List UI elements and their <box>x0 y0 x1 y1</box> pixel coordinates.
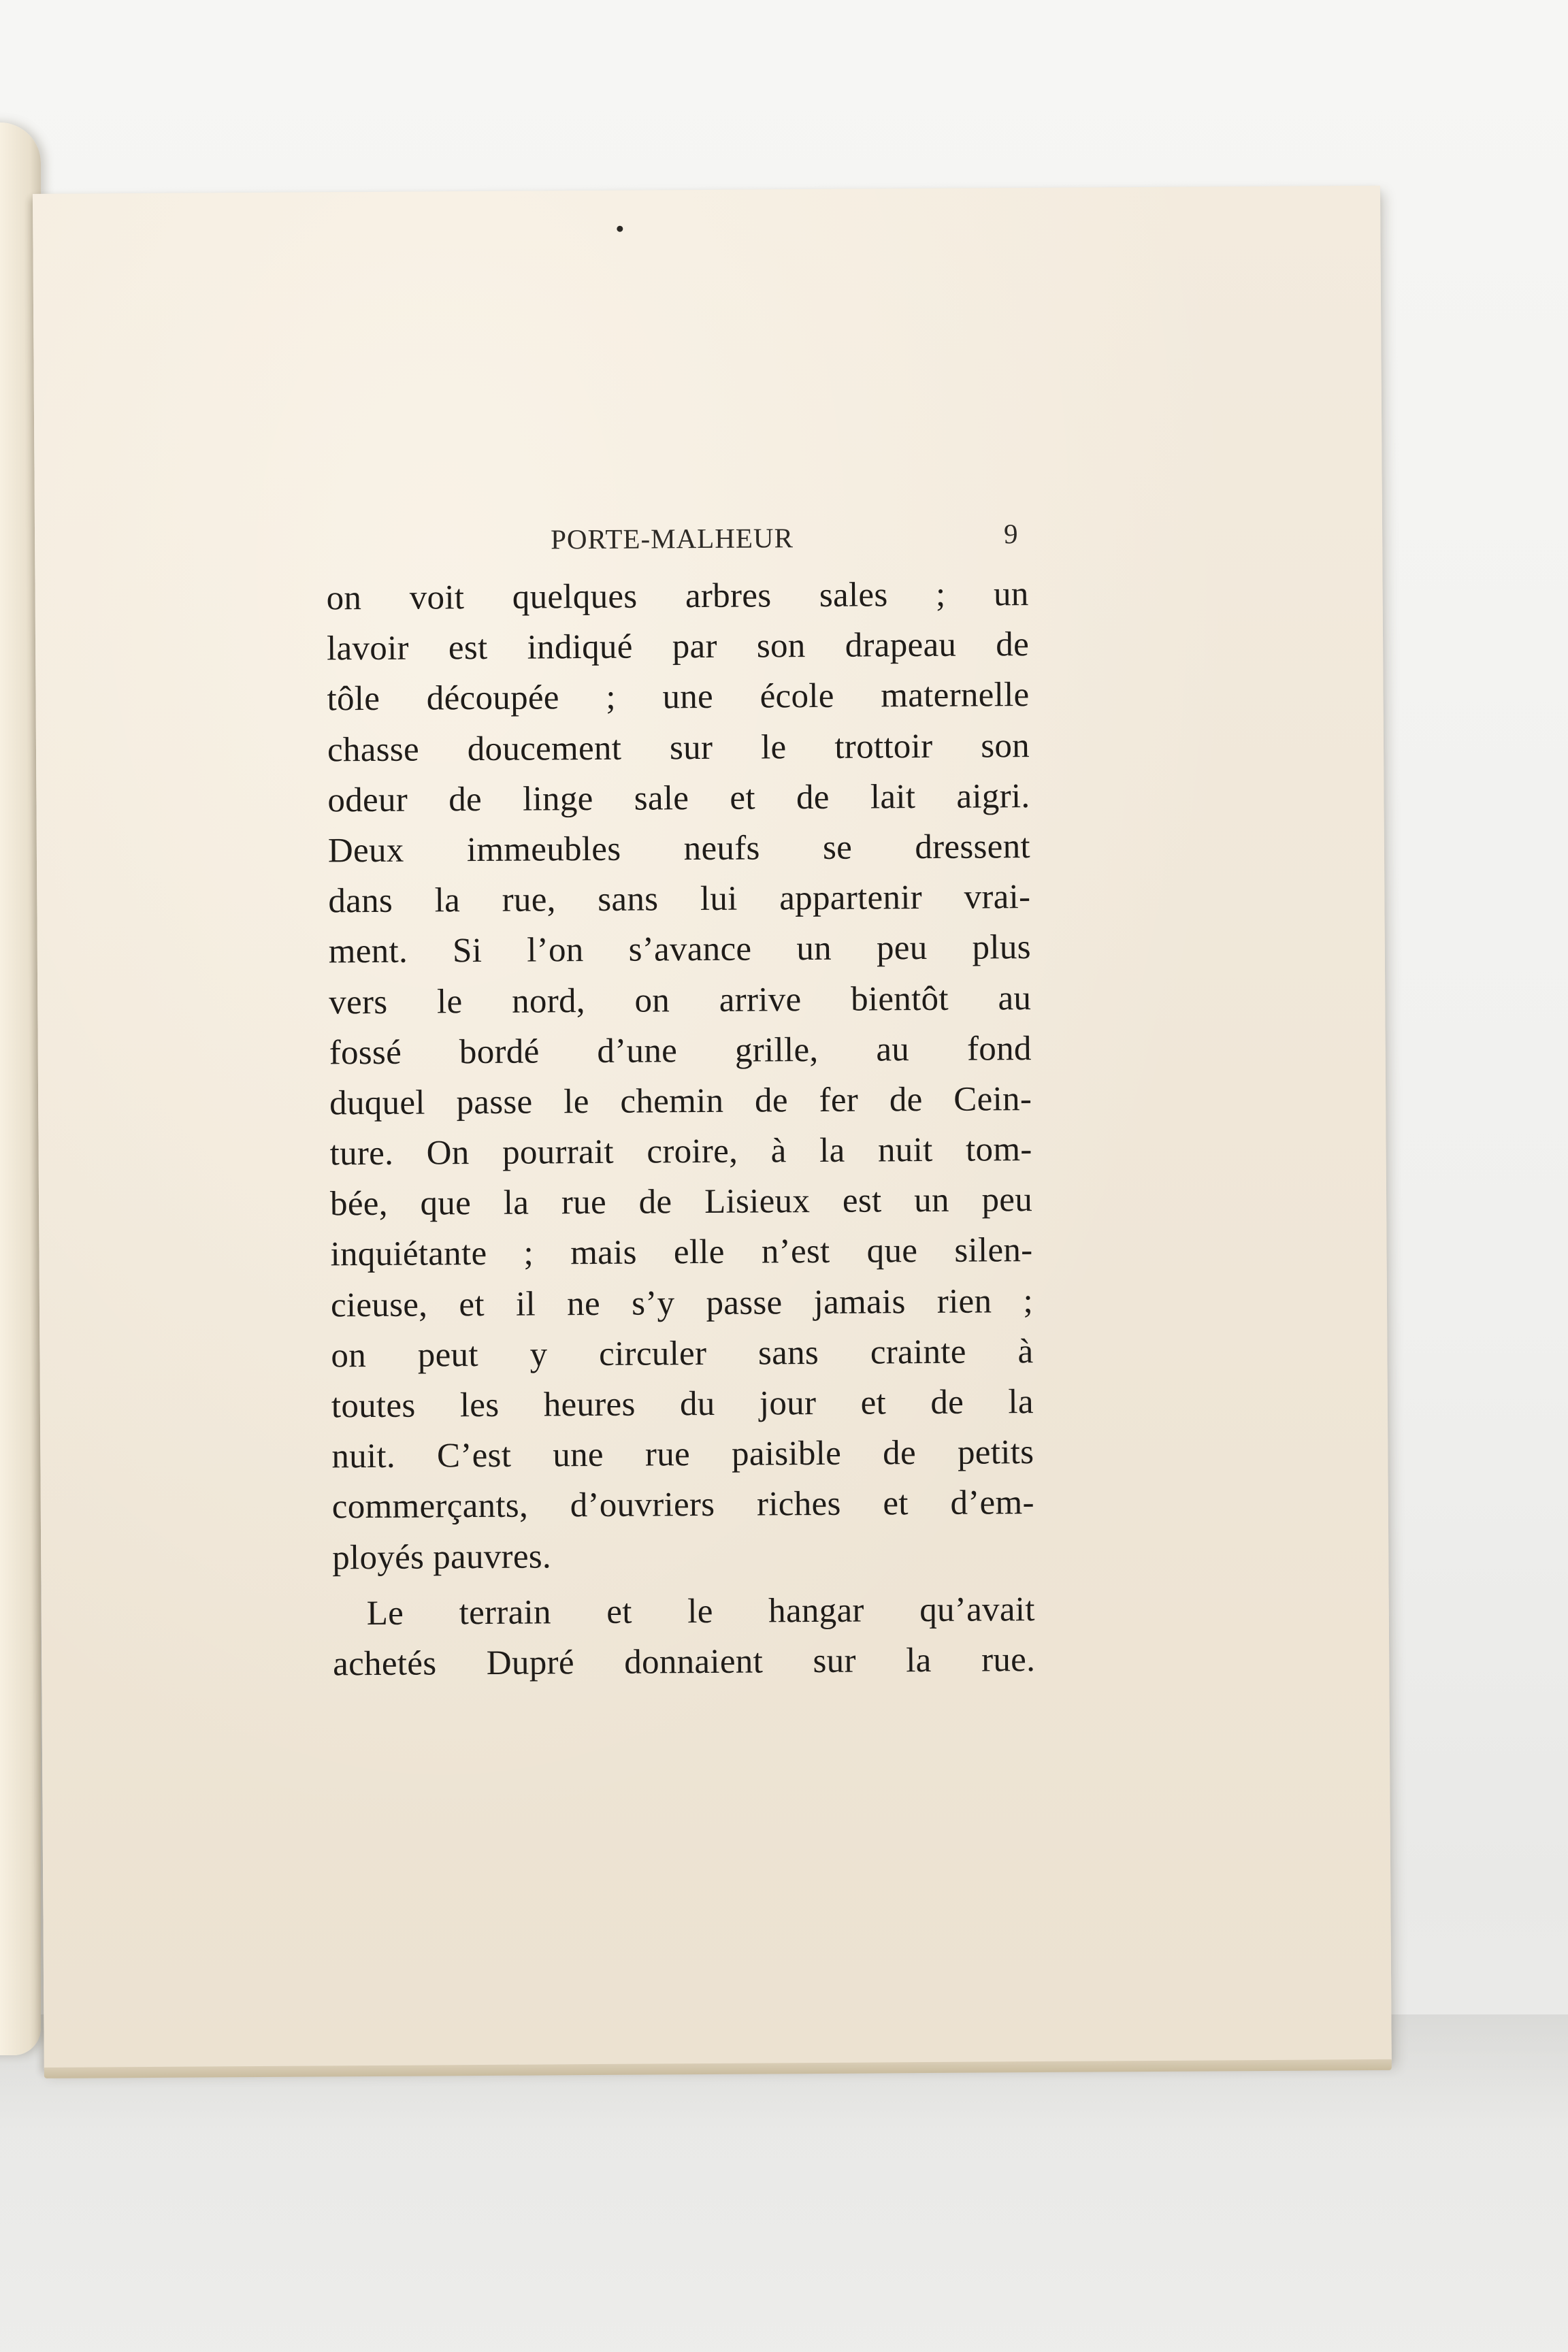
text-line: odeur de linge sale et de lait aigri. <box>327 777 1030 820</box>
text-line: fossé bordé d’une grille, au fond <box>329 1029 1032 1073</box>
text-line: lavoir est indiqué par son drapeau de <box>326 625 1030 668</box>
ink-dot <box>617 226 623 232</box>
text-line: commerçants, d’ouvriers riches et d’em- <box>331 1484 1034 1526</box>
text-line: on peut y circuler sans crainte à <box>331 1332 1034 1375</box>
running-head: PORTE-MALHEUR <box>550 522 794 555</box>
text-line: ture. On pourrait croire, à la nuit tom- <box>329 1130 1032 1173</box>
text-line: ployés pauvres. <box>332 1537 552 1577</box>
paragraph <box>333 1584 1036 1690</box>
text-line: achetés Dupré donnaient sur la rue. <box>333 1640 1036 1684</box>
text-line: on voit quelques arbres sales ; un <box>326 575 1029 618</box>
text-line: bée, que la rue de Lisieux est un peu <box>329 1181 1033 1224</box>
text-line: cieuse, et il ne s’y passe jamais rien ; <box>330 1281 1034 1324</box>
text-line: chasse doucement sur le trottoir son <box>327 726 1030 769</box>
paragraph <box>326 569 1034 1583</box>
text-line: Deux immeubles neufs se dressent <box>327 828 1031 870</box>
text-line: dans la rue, sans lui appartenir vrai- <box>328 878 1031 921</box>
text-line: duquel passe le chemin de fer de Cein- <box>329 1079 1032 1123</box>
body-text <box>326 569 1035 1689</box>
text-line: toutes les heures du jour et de la <box>331 1383 1034 1426</box>
text-line: inquiétante ; mais elle n’est que silen- <box>330 1231 1033 1274</box>
text-line: vers le nord, on arrive bientôt au <box>329 979 1032 1022</box>
text-line: ment. Si l’on s’avance un peu plus <box>328 928 1031 971</box>
book-page <box>33 186 1392 2069</box>
text-line: tôle découpée ; une école maternelle <box>327 676 1030 719</box>
text-line: Le terrain et le hangar qu’avait <box>366 1590 1035 1633</box>
text-line: nuit. C’est une rue paisible de petits <box>331 1433 1034 1476</box>
page-number: 9 <box>1003 518 1018 550</box>
